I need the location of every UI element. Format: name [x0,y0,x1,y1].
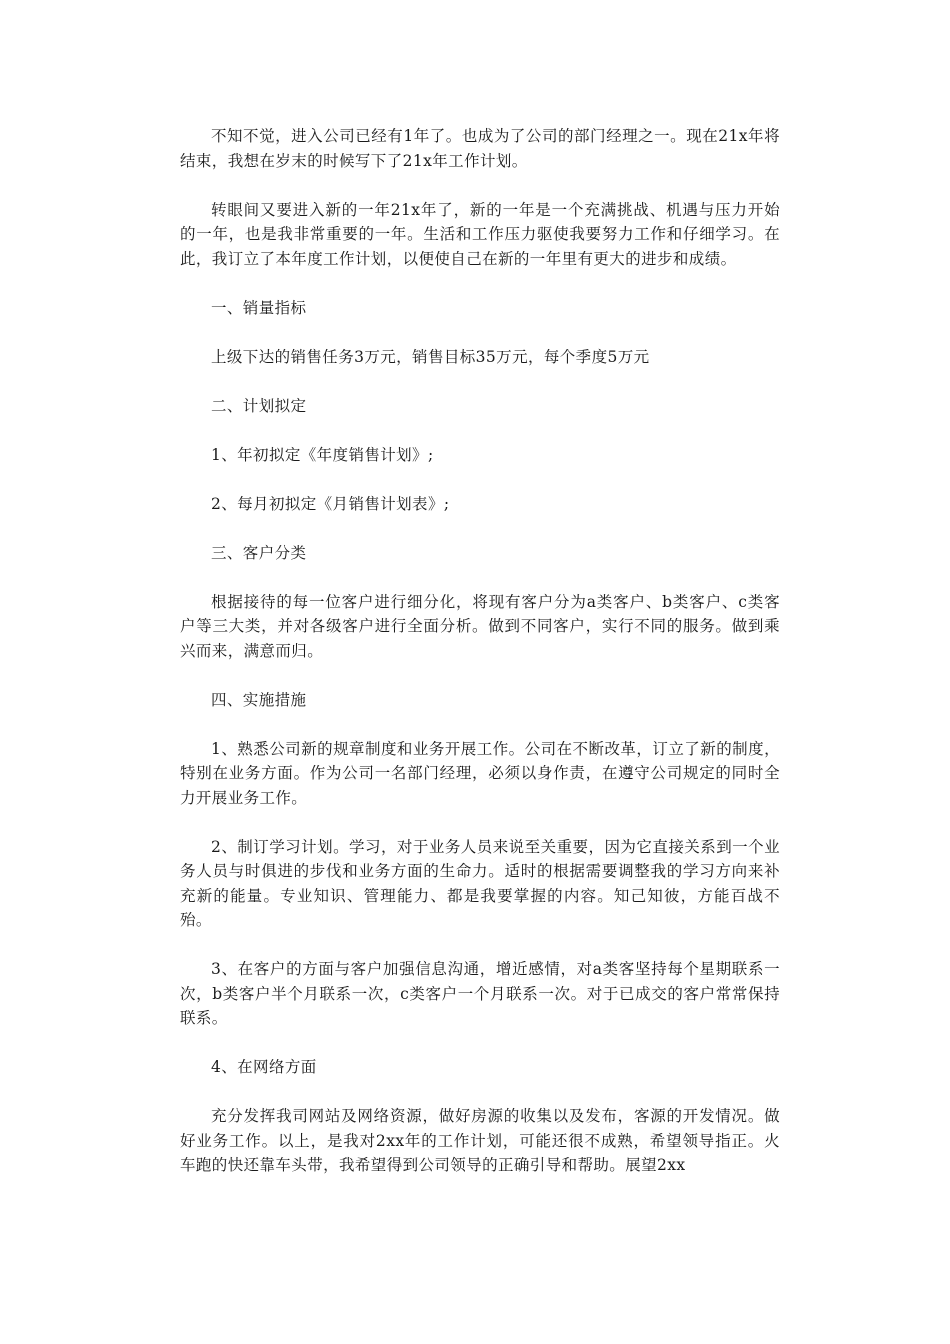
section-heading-implementation: 四、实施措施 [211,690,307,709]
customer-classification-paragraph: 根据接待的每一位客户进行细分化，将现有客户分为a类客户、b类客户、c类客户等三大类，并对各级客户进行全面分析。做到不同客户，实行不同的服务。做到乘兴而来，满意而归。 [180,592,780,660]
plan-item-annual: 1、年初拟定《年度销售计划》; [211,445,434,464]
implementation-item-3: 3、在客户的方面与客户加强信息沟通，增近感情，对a类客坚持每个星期联系一次，b类客户半个月联系一次，c类客户一个月联系一次。对于已成交的客户常常保持联系。 [180,960,780,1027]
section-heading-plan-drafting: 二、计划拟定 [211,396,307,415]
document-body [180,124,780,1202]
section-heading-customer-classification: 三、客户分类 [211,543,307,562]
section-heading-sales-targets: 一、销量指标 [211,298,307,317]
implementation-item-2: 2、制订学习计划。学习，对于业务人员来说至关重要，因为它直接关系到一个业务人员与时俱进的步伐和业务方面的生命力。适时的根据需要调整我的学习方向来补充新的能量。专业知识、管理能力、都是我要掌握的内容。知己知彼，方能百战不殆。 [180,837,780,929]
network-paragraph: 充分发挥我司网站及网络资源，做好房源的收集以及发布，客源的开发情况。做好业务工作。以上，是我对2xx年的工作计划，可能还很不成熟，希望领导指正。火车跑的快还靠车头带，我希望得到公司领导的正确引导和帮助。展望2xx [180,1107,780,1174]
motivation-paragraph: 转眼间又要进入新的一年21x年了，新的一年是一个充满挑战、机遇与压力开始的一年，也是我非常重要的一年。生活和工作压力驱使我要努力工作和仔细学习。在此，我订立了本年度工作计划，以便使自己在新的一年里有更大的进步和成绩。 [180,200,780,268]
plan-item-monthly: 2、每月初拟定《月销售计划表》; [211,494,450,513]
intro-paragraph: 不知不觉，进入公司已经有1年了。也成为了公司的部门经理之一。现在21x年将结束，我想在岁末的时候写下了21x年工作计划。 [180,127,780,170]
implementation-item-1: 1、熟悉公司新的规章制度和业务开展工作。公司在不断改革，订立了新的制度，特别在业务方面。作为公司一名部门经理，必须以身作责，在遵守公司规定的同时全力开展业务工作。 [180,739,780,807]
subsection-heading-network: 4、在网络方面 [211,1058,317,1076]
sales-target-paragraph: 上级下达的销售任务3万元，销售目标35万元，每个季度5万元 [211,347,650,366]
